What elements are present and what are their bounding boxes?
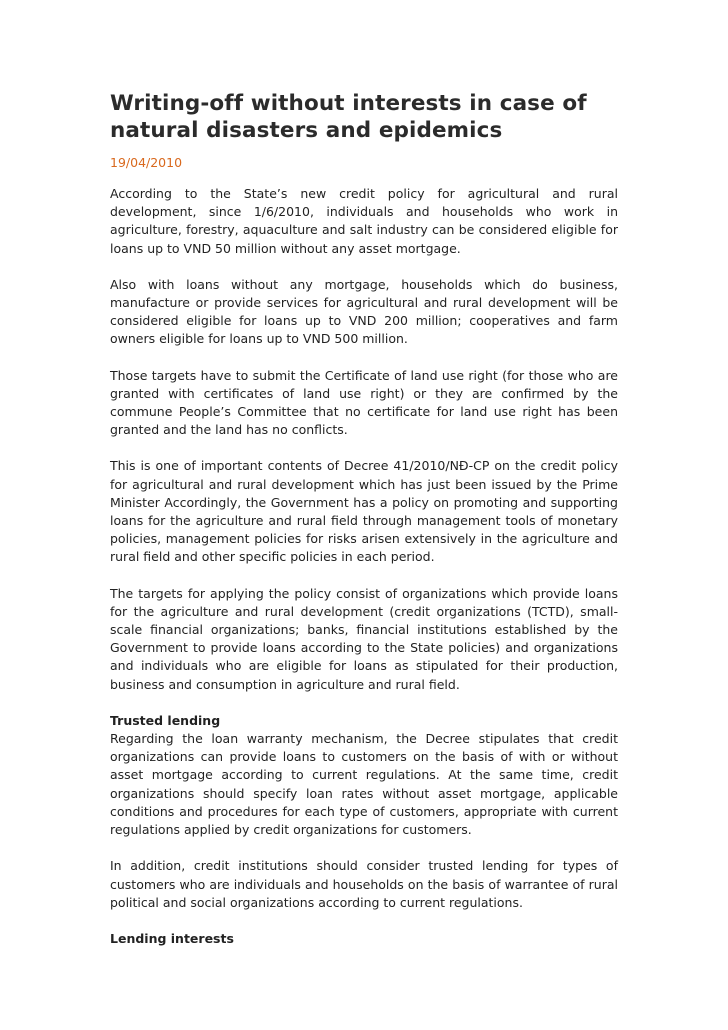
paragraph: Regarding the loan warranty mechanism, the Decree stipulates that credit organizations can provide loans to customers on the basis of with or without asset mortgage according to current regulations. At the same time, credit organizations should specify loan rates without asset mortgage, applicable conditions and procedures for each type of customers, appropriate with current regulations applied by credit organizations for customers. <box>110 731 618 838</box>
document-page <box>110 90 618 948</box>
paragraph: In addition, credit institutions should consider trusted lending for types of customers who are individuals and households on the basis of warrantee of rural political and social organizations according to current regulations. <box>110 858 618 910</box>
article-title: Writing-off without interests in case of natural disasters and epidemics <box>110 91 587 143</box>
paragraph: The targets for applying the policy consist of organizations which provide loans for the agriculture and rural development (credit organizations (TCTD), small-scale financial organizations; banks, financial institutions established by the Government to provide loans according to the State policies) and organizations and individuals who are eligible for loans as stipulated for their production, business and consumption in agriculture and rural field. <box>110 585 618 692</box>
paragraph: This is one of important contents of Decree 41/2010/NĐ-CP on the credit policy for agricultural and rural development which has just been issued by the Prime Minister Accordingly, the Government has a policy on promoting and supporting loans for the agriculture and rural field through management tools of monetary policies, management policies for risks arisen extensively in the agriculture and rural field and other specific policies in each period. <box>110 458 618 565</box>
paragraph: According to the State’s new credit policy for agricultural and rural development, since 1/6/2010, individuals and households who work in agriculture, forestry, aquaculture and salt industry can be considered eligible for loans up to VND 50 million without any asset mortgage. <box>110 186 618 256</box>
section-heading-trusted-lending: Trusted lending <box>110 712 221 728</box>
paragraph: Those targets have to submit the Certificate of land use right (for those who are granted with certificates of land use right) or they are confirmed by the commune People’s Committee that no certificate for land use right has been granted and the land has no conflicts. <box>110 367 618 438</box>
section-heading-lending-interests: Lending interests <box>110 930 234 946</box>
paragraph: Also with loans without any mortgage, households which do business, manufacture or provide services for agricultural and rural development will be considered eligible for loans up to VND 200 million; cooperatives and farm owners eligible for loans up to VND 500 million. <box>110 276 618 347</box>
article-date: 19/04/2010 <box>110 155 183 170</box>
